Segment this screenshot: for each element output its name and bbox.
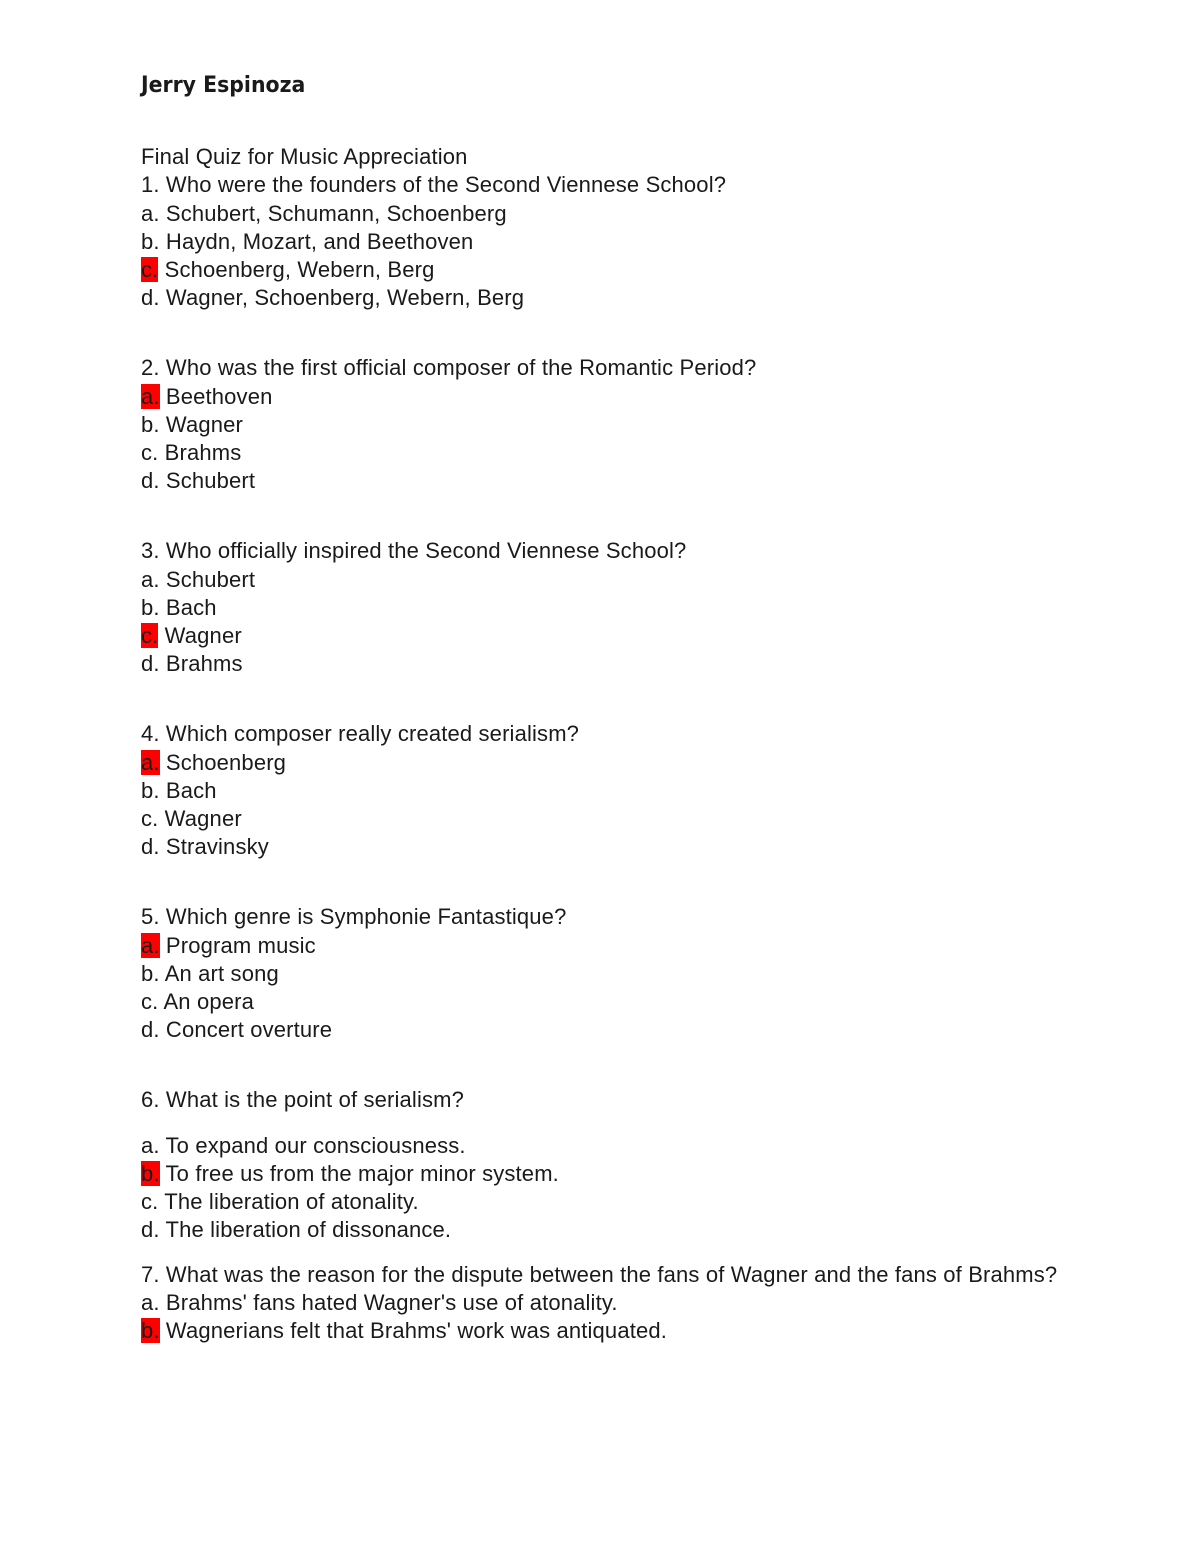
option-text: Wagner bbox=[159, 411, 244, 437]
option-letter: c. bbox=[141, 440, 159, 466]
question-6 bbox=[141, 1086, 1101, 1244]
option-text: Schoenberg bbox=[159, 749, 287, 775]
question-text: 4. Which composer really created serialism? bbox=[141, 721, 580, 747]
answer-option bbox=[141, 228, 1101, 256]
question-text: 7. What was the reason for the dispute between the fans of Wagner and the fans of Brahms? bbox=[141, 1261, 1058, 1287]
answer-option bbox=[141, 1216, 1101, 1244]
question-4 bbox=[141, 720, 1101, 861]
option-text: Wagner bbox=[158, 806, 242, 832]
answer-option-selected bbox=[141, 1160, 1101, 1188]
option-letter: d. bbox=[141, 1217, 160, 1243]
option-text: Wagnerians felt that Brahms' work was antiquated. bbox=[159, 1318, 668, 1344]
option-text: Program music bbox=[159, 932, 316, 958]
option-text: Schubert, Schumann, Schoenberg bbox=[159, 200, 507, 226]
option-letter: d. bbox=[141, 651, 160, 677]
option-text: Beethoven bbox=[159, 383, 273, 409]
answer-option bbox=[141, 411, 1101, 439]
author-name: Jerry Espinoza bbox=[141, 73, 306, 98]
answer-option bbox=[141, 805, 1101, 833]
option-letter: b. bbox=[141, 777, 160, 803]
document-page bbox=[141, 72, 1101, 1346]
selected-answer-highlight: a. bbox=[141, 383, 160, 409]
option-letter: b. bbox=[141, 411, 160, 437]
option-text: Bach bbox=[159, 594, 217, 620]
answer-option-selected bbox=[141, 1317, 1101, 1345]
option-letter: d. bbox=[141, 1017, 160, 1043]
option-text: Haydn, Mozart, and Beethoven bbox=[159, 228, 474, 254]
answer-option bbox=[141, 439, 1101, 467]
option-text: Brahms bbox=[158, 440, 242, 466]
answer-option bbox=[141, 1132, 1101, 1160]
option-letter: a. bbox=[141, 1132, 160, 1158]
option-letter: c. bbox=[141, 989, 159, 1015]
option-text: To expand our consciousness. bbox=[159, 1132, 466, 1158]
option-text: An art song bbox=[159, 960, 279, 986]
option-text: Wagner bbox=[158, 623, 242, 649]
option-text: Schubert bbox=[159, 468, 256, 494]
answer-option bbox=[141, 284, 1101, 312]
option-letter: d. bbox=[141, 834, 160, 860]
option-letter: a. bbox=[141, 566, 160, 592]
answer-option bbox=[141, 1188, 1101, 1216]
option-text: Brahms' fans hated Wagner's use of atonality. bbox=[159, 1290, 618, 1315]
answer-option bbox=[141, 650, 1101, 678]
option-text: Schubert bbox=[159, 566, 256, 592]
answer-option bbox=[141, 777, 1101, 805]
selected-answer-highlight: b. bbox=[141, 1318, 160, 1344]
answer-option bbox=[141, 467, 1101, 495]
question-text: 6. What is the point of serialism? bbox=[141, 1087, 465, 1113]
option-text: To free us from the major minor system. bbox=[159, 1160, 559, 1186]
option-text: Stravinsky bbox=[159, 834, 269, 860]
question-7 bbox=[141, 1261, 1101, 1346]
answer-option bbox=[141, 566, 1101, 594]
option-text: Brahms bbox=[159, 651, 243, 677]
question-text: 1. Who were the founders of the Second Viennese School? bbox=[141, 172, 727, 198]
question-3 bbox=[141, 537, 1101, 678]
answer-option bbox=[141, 833, 1101, 861]
answer-option-selected bbox=[141, 749, 1101, 777]
option-letter: d. bbox=[141, 468, 160, 494]
answer-option bbox=[141, 1289, 1101, 1317]
option-text: The liberation of dissonance. bbox=[159, 1217, 452, 1243]
answer-option bbox=[141, 960, 1101, 988]
option-letter: b. bbox=[141, 228, 160, 254]
quiz-title: Final Quiz for Music Appreciation bbox=[141, 144, 468, 169]
selected-answer-highlight: a. bbox=[141, 749, 160, 775]
question-5 bbox=[141, 903, 1101, 1044]
answer-option-selected bbox=[141, 383, 1101, 411]
option-text: Schoenberg, Webern, Berg bbox=[158, 257, 435, 283]
option-letter: c. bbox=[141, 1189, 159, 1215]
option-letter: a. bbox=[141, 200, 160, 226]
option-text: Wagner, Schoenberg, Webern, Berg bbox=[159, 285, 525, 311]
option-text: The liberation of atonality. bbox=[158, 1189, 419, 1215]
option-letter: d. bbox=[141, 285, 160, 311]
selected-answer-highlight: b. bbox=[141, 1160, 160, 1186]
option-letter: a. bbox=[141, 1290, 160, 1315]
option-letter: b. bbox=[141, 960, 160, 986]
selected-answer-highlight: c. bbox=[141, 623, 159, 649]
question-1 bbox=[141, 171, 1101, 312]
selected-answer-highlight: c. bbox=[141, 257, 159, 283]
answer-option bbox=[141, 988, 1101, 1016]
option-text: Concert overture bbox=[159, 1017, 333, 1043]
answer-option bbox=[141, 200, 1101, 228]
answer-option-selected bbox=[141, 622, 1101, 650]
question-text: 2. Who was the first official composer of the Romantic Period? bbox=[141, 355, 757, 381]
question-text: 5. Which genre is Symphonie Fantastique? bbox=[141, 904, 567, 930]
answer-option bbox=[141, 1016, 1101, 1044]
question-2 bbox=[141, 354, 1101, 495]
question-text: 3. Who officially inspired the Second Viennese School? bbox=[141, 538, 687, 564]
option-letter: b. bbox=[141, 594, 160, 620]
selected-answer-highlight: a. bbox=[141, 932, 160, 958]
answer-option bbox=[141, 594, 1101, 622]
answer-option-selected bbox=[141, 932, 1101, 960]
option-text: Bach bbox=[159, 777, 217, 803]
option-text: An opera bbox=[158, 989, 254, 1015]
answer-option-selected bbox=[141, 256, 1101, 284]
option-letter: c. bbox=[141, 806, 159, 832]
